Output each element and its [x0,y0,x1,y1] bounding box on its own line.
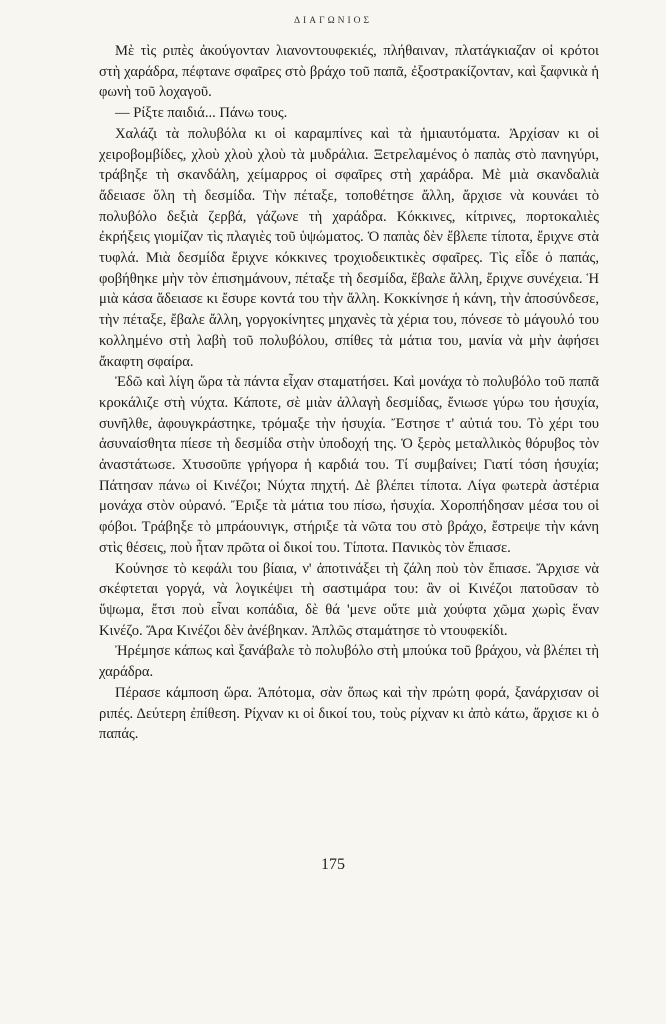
paragraph: Χαλάζι τὰ πολυβόλα κι οἱ καραμπίνες καὶ τὰ ἡμιαυτόματα. Ἀρχίσαν κι οἱ χειροβομβίδες, χλοὺ χλοὺ χλοὺ τὰ μυδράλια. Ξετρελαμένος ὁ παπὰς στὸ πανηγύρι, τράβηξε τὴ σκανδάλη, χείμαρρος οἱ σφαῖρες στὴ χαράδρα. Μὲ μιὰ σκανδαλιὰ ἄδειασε ὅλη τὴ δεσμίδα. Τὴν πέταξε, τοποθέτησε ἄλλη, ἄρχισε νὰ κουνάει τὸ πολυβόλο δεξιὰ ζερβά, γάζωνε τὴ χαράδρα. Κόκκινες, κίτρινες, πορτοκαλιὲς ἐκρήξεις γιομίζαν τὶς πλαγιὲς τοῦ ὑψώματος. Ὁ παπὰς δὲν ἔβλεπε τίποτα, ἔριχνε στὰ τυφλά. Μιὰ δεσμίδα ἔριχνε κόκκινες τροχιοδεικτικὲς σφαῖρες. Τὶς εἶδε ὁ παπάς, φοβήθηκε μὴν τὸν ἐπισημάνουν, πέταξε τὴ δεσμίδα, ἔβαλε ἄλλη, ἔριχνε συνέχεια. Ἡ μιὰ κάσα ἄδειασε κι ἔσυρε κοντά του τὴν ἄλλη. Κοκκίνησε ἡ κάνη, τὴν ἀποσύνδεσε, τὴν πέταξε, ἔβαλε ἄλλη, γοργοκίνητες μηχανὲς τὰ χέρια του, πόνεσε τὸ μάγουλό του κολλημένο στὴ λαβὴ τοῦ πολυβόλου, σπίθες τὰ μάτια του, μανία νὰ μὴν ἀφήσει ἄκαφτη σφαίρα. [99,125,599,370]
paragraph: — Ρίξτε παιδιά... Πάνω τους. [115,105,288,122]
paragraph: Πέρασε κάμποση ὥρα. Ἀπότομα, σὰν ὅπως καὶ τὴν πρώτη φορά, ξανάρχισαν οἱ ριπές. Δεύτερη ἐπίθεση. Ρίχναν κι οἱ δικοί του, τοὺς ρίχναν κι ἀπὸ κάτω, ἄρχισε κι ὁ παπάς. [99,684,599,743]
paragraph: Μὲ τὶς ριπὲς ἀκούγονταν λιανοντουφεκιές, πλήθαιναν, πλατάγκιαζαν οἱ κρότοι στὴ χαράδρα, πέφτανε σφαῖρες στὸ βράχο τοῦ παπᾶ, ἐξοστρακίζονταν, καὶ ξαφνικὰ ἡ φωνὴ τοῦ λοχαγοῦ. [99,43,599,101]
paragraph: Κούνησε τὸ κεφάλι του βίαια, ν' ἀποτινάξει τὴ ζάλη ποὺ τὸν ἔπιασε. Ἄρχισε νὰ σκέφτεται γοργά, νὰ λογικέψει τὴ σαστιμάρα του: ἂν οἱ Κινέζοι πατοῦσαν τὸ ὕψωμα, ἔτσι ποὺ εἶναι κοπάδια, δὲ θά 'μενε οὔτε μιὰ χούφτα χῶμα χωρὶς ἕναν Κινέζο. Ἄρα Κινέζοι δὲν ἀνέβηκαν. Ἁπλῶς σταμάτησε τὸ ντουφεκίδι. [99,560,599,639]
running-title: ΔΙΑΓΩΝΙΟΣ [293,16,373,26]
paragraph: Ἐδῶ καὶ λίγη ὥρα τὰ πάντα εἶχαν σταματήσει. Καὶ μονάχα τὸ πολυβόλο τοῦ παπᾶ κροκάλιζε στὴ νύχτα. Κάποτε, σὲ μιὰν ἀλλαγὴ δεσμίδας, ἔνιωσε γύρω του ἡσυχία, συνῆλθε, ἀφουγκράστηκε, τρόμαξε τὴν ἡσυχία. Ἔστησε τ' αὐτιά του. Τὸ χέρι του ἀσυναίσθητα πίεσε τὴ δεσμίδα στὴν ὑποδοχή της. Ὁ ξερὸς μεταλλικὸς θόρυβος τὸν ἀναστάτωσε. Χτυσοῦπε γρήγορα ἡ καρδιά του. Τί συμβαίνει; Γιατί τόση ἡσυχία; Πάτησαν πάνω οἱ Κινέζοι; Νύχτα πηχτή. Δὲ βλέπει τίποτα. Λίγα φωτερὰ ἀστέρια μονάχα στὸν οὐρανό. Ἔριξε τὰ μάτια του πίσω, ἡσυχία. Χοροπήδησαν μέσα του οἱ φόβοι. Τράβηξε τὸ μπράουνιγκ, στήριξε τὰ νῶτα του στὸ βράχο, ἔστρεψε τὴν κάνη στὶς θέσεις, ποὺ ἦταν πρῶτα οἱ δικοί του. Τίποτα. Πανικὸς τὸν ἔπιασε. [99,374,599,556]
body-text [99,41,599,745]
paragraph: Ἠρέμησε κάπως καὶ ξανάβαλε τὸ πολυβόλο στὴ μπούκα τοῦ βράχου, νὰ βλέπει τὴ χαράδρα. [99,643,599,681]
page-number: 175 [321,856,345,873]
